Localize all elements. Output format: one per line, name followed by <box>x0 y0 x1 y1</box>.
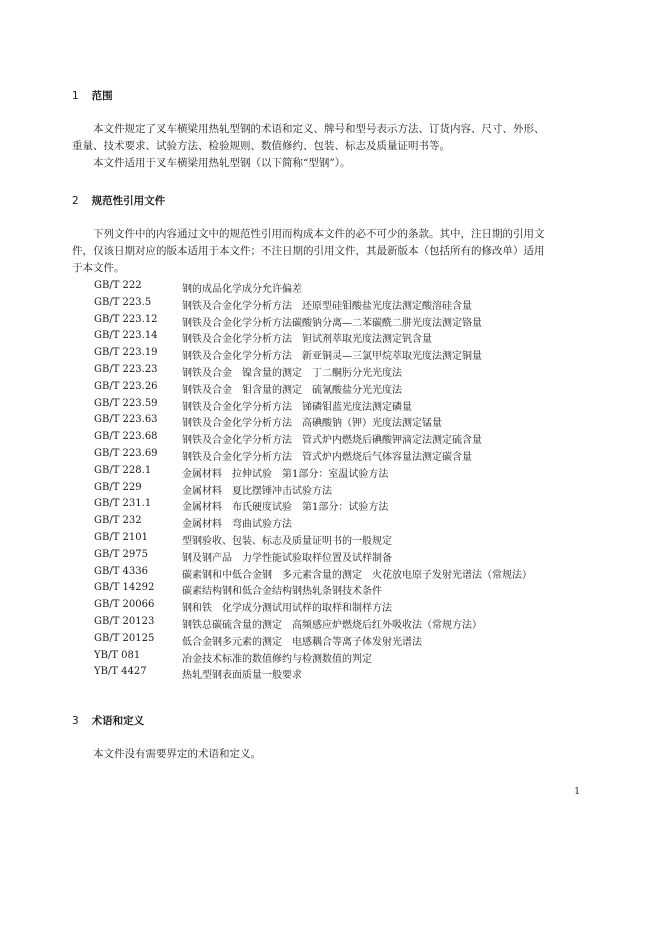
section-number: 1 <box>72 90 79 102</box>
text-line: 本文件适用于叉车横梁用热轧型钢（以下简称“型钢”）。 <box>93 157 351 169</box>
reference-code: GB/T 223.26 <box>94 380 158 392</box>
reference-code: GB/T 20123 <box>94 616 155 627</box>
reference-title: 热轧型钢表面质量一般要求 <box>182 670 302 682</box>
reference-title: 钢和铁 化学成分测试用试样的取样和制样方法 <box>182 603 392 615</box>
text-line: 下列文件中的内容通过文中的规范性引用而构成本文件的必不可少的条款。其中，注日期的引用文 <box>93 228 545 240</box>
reference-title: 钢铁及合金化学分析方法 管式炉内燃烧后气体容量法测定碳含量 <box>182 452 472 463</box>
reference-code: YB/T 081 <box>94 649 141 661</box>
text-line: 件，仅该日期对应的版本适用于本文件；不注日期的引用文件，其最新版本（包括所有的修改单）适用 <box>72 245 545 257</box>
reference-title: 钢铁及合金化学分析方法碳酸钠分离—二苯碳酰二肼光度法测定铬量 <box>182 317 482 329</box>
scope-paragraph <box>72 121 592 172</box>
reference-code: GB/T 223.63 <box>94 414 158 426</box>
reference-code: GB/T 223.69 <box>94 448 158 459</box>
section-title: 范围 <box>91 90 113 102</box>
reference-title: 金属材料 夏比摆锤冲击试验方法 <box>182 485 332 497</box>
reference-code: GB/T 223.19 <box>94 347 158 359</box>
reference-title: 金属材料 弯曲试验方法 <box>182 519 292 531</box>
reference-title: 钢铁总碳硫含量的测定 高频感应炉燃烧后红外吸收法（常规方法） <box>182 620 482 631</box>
section-2-heading <box>72 193 165 208</box>
reference-title: 钢铁及合金化学分析方法 高碘酸钠（钾）光度法测定锰量 <box>182 418 442 430</box>
reference-code: GB/T 228.1 <box>94 464 152 476</box>
reference-title: 钢铁及合金化学分析方法 锑磷钼蓝光度法测定磷量 <box>182 401 412 413</box>
reference-code: GB/T 20066 <box>94 599 155 611</box>
reference-title: 钢铁及合金化学分析方法 管式炉内燃烧后碘酸钾滴定法测定硫含量 <box>182 435 482 447</box>
reference-code: GB/T 20125 <box>94 632 155 644</box>
reference-code: GB/T 223.23 <box>94 364 158 375</box>
reference-code: GB/T 2975 <box>94 548 149 560</box>
section-title: 术语和定义 <box>91 715 145 727</box>
terms-paragraph <box>72 746 592 763</box>
page-number: 1 <box>574 787 580 797</box>
reference-code: GB/T 223.59 <box>94 397 158 409</box>
reference-title: 钢铁及合金化学分析方法 新亚铜灵—三氯甲烷萃取光度法测定铜量 <box>182 351 482 363</box>
section-title: 规范性引用文件 <box>91 195 166 207</box>
reference-code: GB/T 2101 <box>94 532 149 543</box>
reference-title: 钢铁及合金化学分析方法 钽试剂萃取光度法测定钒含量 <box>182 334 432 346</box>
reference-code: GB/T 223.68 <box>94 431 158 443</box>
reference-code: GB/T 4336 <box>94 565 149 577</box>
reference-code: GB/T 14292 <box>94 582 155 594</box>
text-line: 于本文件。 <box>72 262 125 274</box>
reference-code: GB/T 223.14 <box>94 330 158 342</box>
reference-code: GB/T 223.12 <box>94 313 158 325</box>
reference-title: 金属材料 拉伸试验 第1部分：室温试验方法 <box>182 468 389 480</box>
reference-code: GB/T 223.5 <box>94 296 152 308</box>
reference-title: 冶金技术标准的数值修约与检测数值的判定 <box>182 653 372 665</box>
section-number: 2 <box>72 195 79 207</box>
reference-code: GB/T 222 <box>94 280 142 291</box>
text-line: 本文件规定了叉车横梁用热轧型钢的术语和定义、牌号和型号表示方法、订货内容、尺寸、外形、 <box>93 123 545 135</box>
reference-code: GB/T 231.1 <box>94 498 152 510</box>
reference-code: GB/T 229 <box>94 481 142 493</box>
reference-title: 低合金钢多元素的测定 电感耦合等离子体发射光谱法 <box>182 636 422 648</box>
reference-title: 碳素结构钢和低合金结构钢热轧条钢技术条件 <box>182 586 382 598</box>
reference-title: 钢的成品化学成分允许偏差 <box>182 284 302 295</box>
normative-intro <box>72 226 592 277</box>
section-3-heading <box>72 713 144 728</box>
text-line: 本文件没有需要界定的术语和定义。 <box>93 748 261 760</box>
reference-code: GB/T 232 <box>94 515 142 527</box>
reference-title: 钢及钢产品 力学性能试验取样位置及试样制备 <box>182 552 392 564</box>
section-1-heading <box>72 88 113 103</box>
reference-title: 金属材料 布氏硬度试验 第1部分：试验方法 <box>182 502 389 514</box>
section-number: 3 <box>72 715 79 727</box>
reference-title: 钢铁及合金化学分析方法 还原型硅钼酸盐光度法测定酸溶硅含量 <box>182 300 472 312</box>
reference-title: 钢铁及合金 镍含量的测定 丁二酮肟分光光度法 <box>182 368 402 379</box>
text-line: 重量、技术要求、试验方法、检验规则、数值修约、包装、标志及质量证明书等。 <box>72 140 450 152</box>
reference-title: 型钢验收、包装、标志及质量证明书的一般规定 <box>182 536 392 547</box>
reference-title: 钢铁及合金 钼含量的测定 硫氰酸盐分光光度法 <box>182 384 402 396</box>
reference-title: 碳素钢和中低合金钢 多元素含量的测定 火花放电原子发射光谱法（常规法） <box>182 569 532 581</box>
reference-code: YB/T 4427 <box>94 666 147 678</box>
